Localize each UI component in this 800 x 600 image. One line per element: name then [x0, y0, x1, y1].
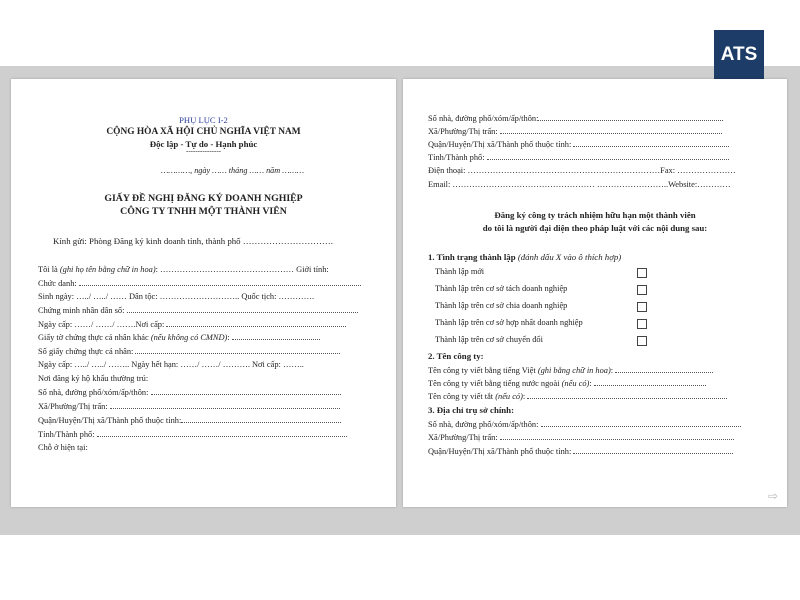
fill-dots [97, 429, 347, 437]
nation-heading: CỘNG HÒA XÃ HỘI CHỦ NGHĨA VIỆT NAM [106, 127, 301, 137]
field-note: (ghi bằng chữ in hoa) [537, 366, 611, 375]
checkbox-convert[interactable] [637, 336, 647, 346]
addressee-line: Kính gửi: Phòng Đăng ký kinh doanh tỉnh, thành phố …………………………. [53, 236, 333, 246]
field-doc-issue[interactable]: Ngày cấp: …../ …../ …….. Ngày hết hạn: ……/ ……/ ………. Nơi cấp: …….. [38, 360, 304, 369]
motto: Độc lập - Tự do - Hạnh phúc [149, 139, 258, 149]
fill-dots [110, 401, 340, 409]
field-label: Ngày cấp: ……/ ……/ …….Nơi cấp: [38, 320, 165, 329]
field-issue-date[interactable] [38, 319, 346, 330]
field-name-vietnamese[interactable]: Tên công ty viết bằng tiếng Việt (ghi bằng chữ in hoa): [428, 365, 713, 376]
field-residence-street[interactable] [38, 387, 341, 398]
field-note: (nếu có) [495, 392, 523, 401]
field-label: Tên công ty viết bằng tiếng Việt [428, 366, 536, 375]
option-label-divide: Thành lập trên cơ sở chia doanh nghiệp [435, 301, 568, 310]
fill-dots [151, 387, 341, 395]
fill-dots [500, 432, 734, 440]
field-label: Tên công ty viết bằng tiếng nước ngoài [428, 379, 560, 388]
field-contact-ward[interactable] [428, 126, 722, 137]
field-id-number[interactable] [38, 305, 358, 316]
document-page-1 [11, 79, 396, 507]
field-label: Tỉnh/Thành phố: [38, 430, 95, 439]
field-label: Giấy tờ chứng thực cá nhân khác [38, 333, 149, 342]
field-note: (nếu không có CMND) [150, 333, 228, 342]
form-subtitle: CÔNG TY TNHH MỘT THÀNH VIÊN [120, 206, 287, 217]
fill-dots [166, 319, 346, 327]
field-label: Xã/Phường/Thị trấn: [38, 402, 108, 411]
section-3-heading: 3. Địa chỉ trụ sở chính: [428, 405, 515, 415]
field-label: Xã/Phường/Thị trấn: [428, 127, 498, 136]
field-full-name[interactable] [38, 265, 368, 275]
appendix-label: PHỤ LỤC I-2 [179, 115, 228, 125]
field-label: Số nhà, đường phố/xóm/ấp/thôn: [428, 420, 539, 429]
field-residence-province[interactable] [38, 429, 347, 440]
option-label-new: Thành lập mới [435, 267, 485, 276]
checkbox-merge[interactable] [637, 319, 647, 329]
field-label: Tôi là [38, 265, 58, 274]
field-phone-fax[interactable]: Điện thoại: ……………………………………………………………Fax: ………………… [428, 166, 736, 175]
option-label-merge: Thành lập trên cơ sở hợp nhất doanh nghiệp [435, 318, 583, 327]
field-label: Số giấy chứng thực cá nhân: [38, 347, 134, 356]
field-residence-district[interactable] [38, 415, 341, 426]
registration-intro-2: do tôi là người đại diện theo pháp luật với các nội dung sau: [482, 223, 708, 233]
section-note: (đánh dấu X vào ô thích hợp) [517, 252, 622, 262]
field-label: Quận/Huyện/Thị xã/Thành phố thuộc tỉnh: [428, 140, 572, 149]
field-other-doc[interactable]: Giấy tờ chứng thực cá nhân khác (nếu không có CMND): [38, 332, 320, 343]
fill-dots [79, 278, 361, 286]
field-hq-ward[interactable] [428, 432, 734, 443]
field-label: Tên công ty viết tắt [428, 392, 494, 401]
fill-dots [538, 113, 723, 121]
option-label-split: Thành lập trên cơ sở tách doanh nghiệp [435, 284, 568, 293]
field-birth-info[interactable]: Sinh ngày: …../ …../ …… Dân tộc: ……………………….. Quốc tịch: …………. [38, 292, 315, 301]
field-contact-street[interactable] [428, 113, 723, 124]
checkbox-split[interactable] [637, 285, 647, 295]
field-label: Số nhà, đường phố/xóm/ấp/thôn: [38, 388, 149, 397]
field-label: Số nhà, đường phố/xóm/ấp/thôn: [428, 114, 539, 123]
fill-dots [594, 378, 706, 386]
field-doc-number[interactable] [38, 346, 340, 357]
section-1-heading [428, 252, 621, 262]
option-label-convert: Thành lập trên cơ sở chuyển đổi [435, 335, 543, 344]
section-2-heading: 2. Tên công ty: [428, 351, 484, 361]
motto-separator: --------------- [186, 147, 221, 155]
form-title: GIẤY ĐỀ NGHỊ ĐĂNG KÝ DOANH NGHIỆP [104, 193, 303, 204]
field-contact-district[interactable] [428, 139, 729, 150]
document-page-2 [403, 79, 787, 507]
next-page-arrow-icon[interactable]: ⇨ [768, 489, 779, 503]
date-line: …………, ngày …… tháng …… năm ……… [161, 166, 305, 175]
ats-logo: ATS [714, 30, 764, 80]
registration-intro-1: Đăng ký công ty trách nhiệm hữu hạn một thành viên [494, 210, 696, 220]
checkbox-divide[interactable] [637, 302, 647, 312]
fill-dots [232, 332, 320, 340]
field-label: Xã/Phường/Thị trấn: [428, 433, 498, 442]
field-hq-district[interactable] [428, 446, 733, 457]
field-note: (ghi họ tên bằng chữ in hoa) [59, 265, 156, 274]
fill-dots [500, 126, 722, 134]
fill-dots [573, 139, 729, 147]
field-name-short[interactable]: Tên công ty viết tắt (nếu có): [428, 391, 727, 402]
field-label: Chức danh: [38, 279, 77, 288]
field-contact-province[interactable] [428, 152, 729, 163]
field-hq-street[interactable] [428, 419, 741, 430]
fill-dots [573, 446, 733, 454]
section-title: 1. Tình trạng thành lập [428, 252, 516, 262]
field-email-website[interactable]: Email: …………………………………………… ……………………..Website:………… [428, 180, 731, 189]
field-current-address: Chỗ ở hiện tại: [38, 443, 88, 452]
field-position[interactable] [38, 278, 361, 289]
fill-dots [527, 391, 727, 399]
fill-dots [487, 152, 729, 160]
field-label: Quận/Huyện/Thị xã/Thành phố thuộc tỉnh: [38, 416, 182, 425]
field-label: Tỉnh/Thành phố: [428, 153, 485, 162]
fill-dots [181, 415, 341, 423]
field-residence: Nơi đăng ký hộ khẩu thường trú: [38, 374, 149, 383]
fill-dots [135, 346, 340, 354]
field-dots: : ………………………………………… [155, 265, 295, 274]
field-note: (nếu có) [561, 379, 590, 388]
fill-dots [127, 305, 358, 313]
checkbox-new[interactable] [637, 268, 647, 278]
fill-dots [541, 419, 741, 427]
field-name-foreign[interactable]: Tên công ty viết bằng tiếng nước ngoài (nếu có): [428, 378, 706, 389]
fill-dots [615, 365, 713, 373]
gender-label: Giới tính: [296, 265, 329, 274]
field-residence-ward[interactable] [38, 401, 340, 412]
field-label: Quận/Huyện/Thị xã/Thành phố thuộc tỉnh: [428, 447, 572, 456]
field-label: Chứng minh nhân dân số: [38, 306, 125, 315]
